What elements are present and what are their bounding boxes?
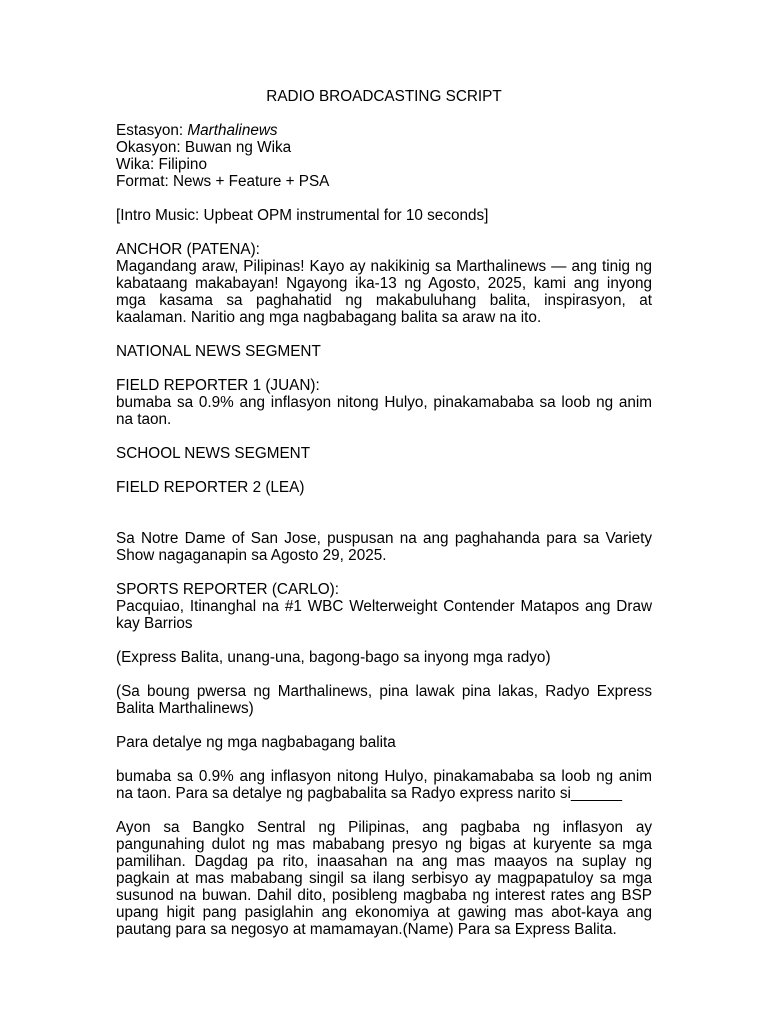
- station-label: Estasyon:: [116, 122, 188, 139]
- sports-reporter-text: Pacquiao, Itinanghal na #1 WBC Welterweight Contender Matapos ang Draw kay Barrios: [116, 598, 652, 632]
- occasion-line: Okasyon: Buwan ng Wika: [116, 139, 292, 156]
- anchor-text: Magandang araw, Pilipinas! Kayo ay nakikinig sa Marthalinews — ang tinig ng kabataang makabayan! Ngayong ika-13 ng Agosto, 2025, kami ang inyong mga kasama sa paghahatid ng makabuluhang balita, inspirasyon, at kaalaman. Naritio ang mga nagbabagang balita sa araw na ito.: [116, 258, 652, 326]
- station-line: [116, 122, 652, 139]
- bsp-report: Ayon sa Bangko Sentral ng Pilipinas, ang pagbaba ng inflasyon ay pangunahing dulot ng mas mababang presyo ng bigas at kuryente sa mga pamilihan. Dagdag pa rito, inaasahan na ang mas maayos na suplay ng pagkain at mas mababang singil sa ilang serbisyo ay magpapatuloy sa mga susunod na buwan. Dahil dito, posibleng magbaba ng interest rates ang BSP upang higit pang pasiglahin ang ekonomiya at gawing mas abot-kaya ang pautang para sa negosyo at mamamayan.(Name) Para sa Express Balita.: [116, 819, 652, 938]
- script-page: [116, 88, 652, 955]
- intro-music-cue: [Intro Music: Upbeat OPM instrumental for 10 seconds]: [116, 207, 489, 224]
- anchor-heading: ANCHOR (PATENA):: [116, 241, 260, 258]
- field-reporter-1-section: [116, 377, 652, 428]
- national-segment-heading: NATIONAL NEWS SEGMENT: [116, 343, 321, 360]
- field-reporter-2-heading: FIELD REPORTER 2 (LEA): [116, 479, 305, 496]
- station-name: Marthalinews: [187, 122, 278, 139]
- language-line: Wika: Filipino: [116, 156, 207, 173]
- sports-reporter-section: [116, 581, 652, 632]
- document-title: RADIO BROADCASTING SCRIPT: [266, 88, 502, 105]
- school-segment-heading: SCHOOL NEWS SEGMENT: [116, 445, 311, 462]
- express-tagline-2: (Sa boung pwersa ng Marthalinews, pina lawak pina lakas, Radyo Express Balita Marthalinews): [116, 683, 652, 717]
- express-tagline-1: (Express Balita, unang-una, bagong-bago sa inyong mga radyo): [116, 649, 551, 666]
- sports-reporter-heading: SPORTS REPORTER (CARLO):: [116, 581, 339, 598]
- detail-intro: Para detalye ng mga nagbabagang balita: [116, 734, 396, 751]
- field-reporter-1-heading: FIELD REPORTER 1 (JUAN):: [116, 377, 320, 394]
- metadata-block: [116, 122, 652, 190]
- inflation-lead: bumaba sa 0.9% ang inflasyon nitong Hulyo, pinakamababa sa loob ng anim na taon. Para sa detalye ng pagbabalita sa Radyo express narito si______: [116, 768, 652, 802]
- format-line: Format: News + Feature + PSA: [116, 173, 330, 190]
- field-reporter-2-text: Sa Notre Dame of San Jose, puspusan na ang paghahanda para sa Variety Show nagaganapin sa Agosto 29, 2025.: [116, 530, 652, 564]
- field-reporter-1-text: bumaba sa 0.9% ang inflasyon nitong Hulyo, pinakamababa sa loob ng anim na taon.: [116, 394, 652, 428]
- anchor-section: [116, 241, 652, 326]
